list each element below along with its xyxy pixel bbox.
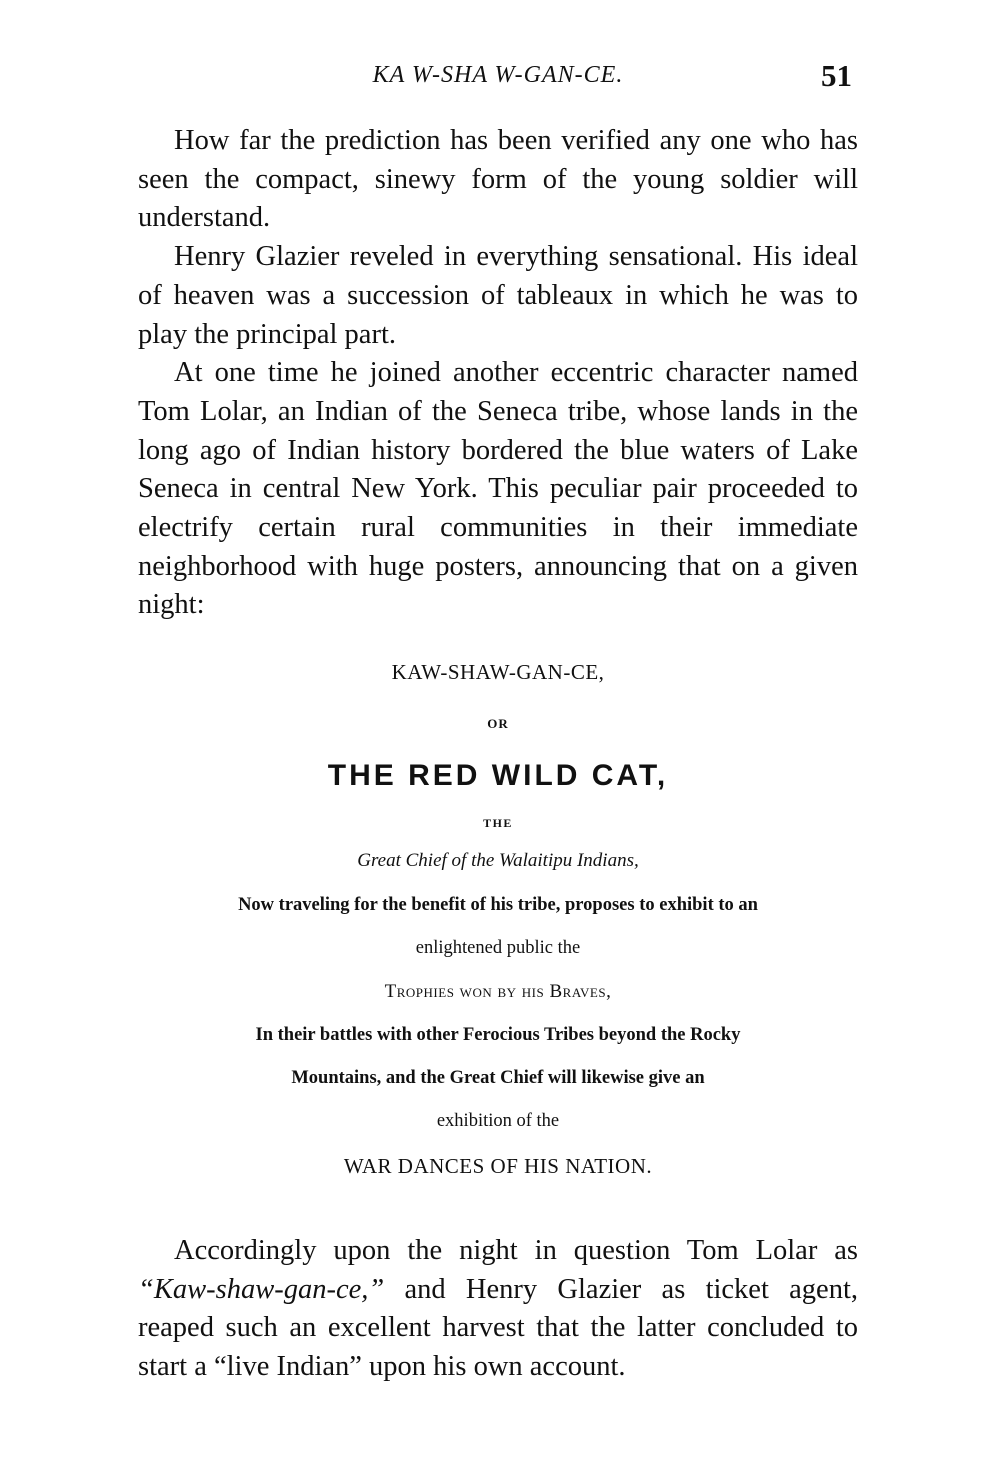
paragraph: How far the prediction has been verified any one who has seen the compact, sinewy form of the young soldier will understand.	[138, 125, 858, 234]
poster-trophies: Trophies won by his Braves,	[384, 981, 612, 1002]
poster-title: THE RED WILD CAT,	[327, 759, 669, 792]
paragraph: At one time he joined another eccentric character named Tom Lolar, an Indian of the Seneca tribe, whose lands in the long ago of Indian history bordered the blue waters of Lake Seneca in central New York. This peculiar pair proceeded to electrify certain rural communities in their immediate neighborhood with huge posters, announcing that on a given night:	[138, 357, 858, 621]
running-head: KA W-SHA W-GAN-CE.	[372, 62, 624, 88]
poster-line: exhibition of the	[436, 1111, 560, 1131]
paragraph: Henry Glazier reveled in everything sensational. His ideal of heaven was a succession of tableaux in which he was to play the principal part.	[138, 241, 858, 350]
body-text-top	[138, 122, 858, 625]
poster-the: THE	[483, 816, 513, 830]
poster-or: OR	[487, 716, 509, 731]
poster-name: KAW-SHAW-GAN-CE,	[391, 660, 605, 684]
poster-line: Now traveling for the benefit of his tribe, proposes to exhibit to an	[238, 895, 758, 915]
poster-war-dances: WAR DANCES OF HIS NATION.	[343, 1154, 653, 1178]
poster-line: In their battles with other Ferocious Tribes beyond the Rocky	[255, 1025, 741, 1045]
poster-announcement	[138, 652, 858, 1189]
paragraph	[138, 1232, 858, 1387]
poster-chief-line: Great Chief of the Walaitipu Indians,	[357, 850, 639, 871]
page-number: 51	[821, 58, 852, 93]
italic-name: “Kaw-shaw-gan-ce,”	[138, 1273, 385, 1305]
poster-line: enlightened public the	[415, 938, 581, 958]
paragraph-text: Accordingly upon the night in question Tom Lolar as	[174, 1235, 858, 1266]
body-text-bottom	[138, 1232, 858, 1387]
paragraph-text: and Henry Glazier as ticket agent, reaped such an excellent harvest that the latter concluded to start a “live Indian” upon his own account.	[138, 1273, 858, 1383]
page-header	[138, 58, 858, 102]
poster-line: Mountains, and the Great Chief will likewise give an	[291, 1068, 705, 1088]
